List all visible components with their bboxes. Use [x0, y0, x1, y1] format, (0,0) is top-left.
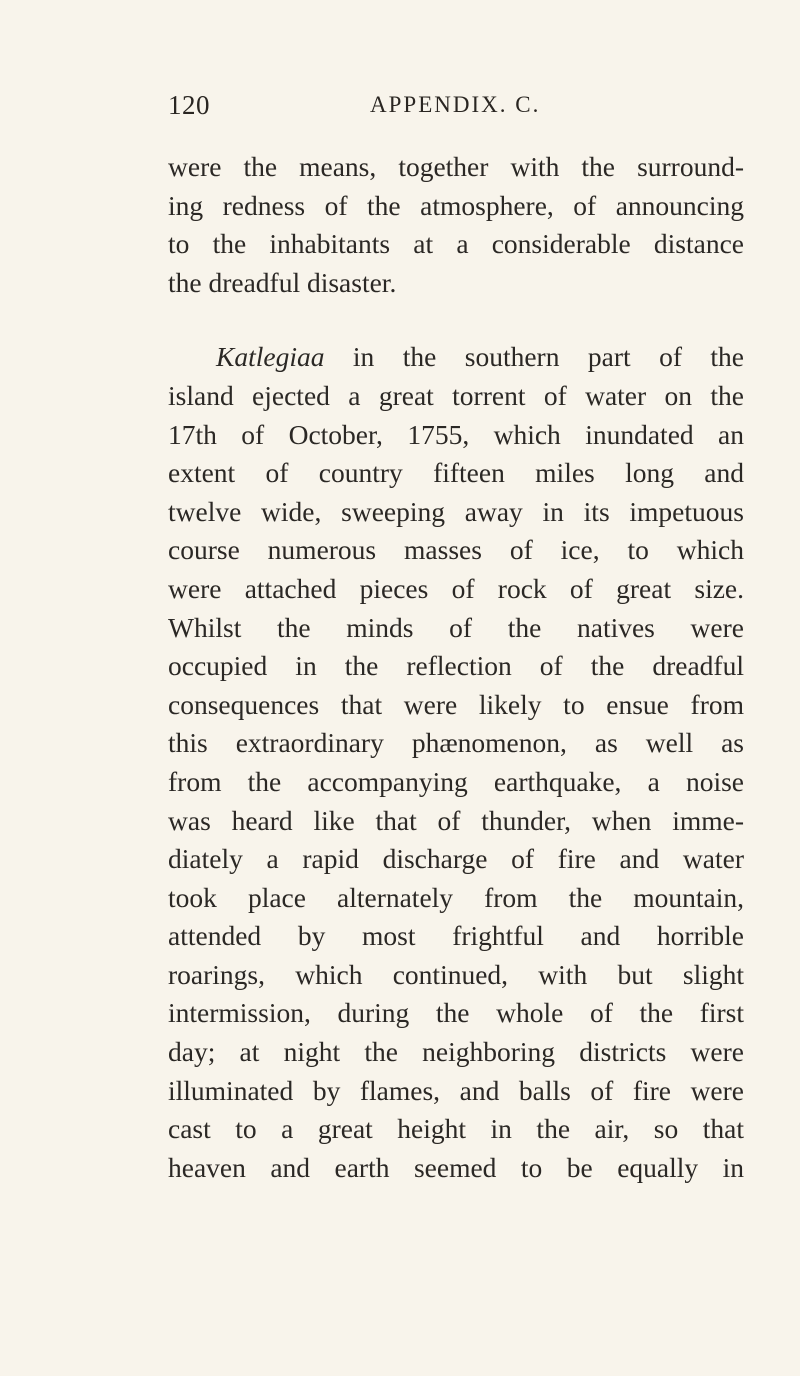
page-body: [168, 148, 744, 1187]
text-line-first: [168, 338, 744, 377]
text-line: intermission, during the whole of the first: [168, 997, 744, 1029]
text-line: the dreadful disaster.: [168, 266, 397, 298]
paragraph-1: [168, 148, 744, 302]
text-line: were attached pieces of rock of great size.: [168, 572, 744, 604]
text-line: ing redness of the atmosphere, of announcing: [168, 189, 744, 221]
page-number: 120: [168, 90, 210, 120]
text-line: Whilst the minds of the natives were: [168, 611, 744, 643]
text-line: day; at night the neighboring districts were: [168, 1036, 744, 1068]
text-line: to the inhabitants at a considerable distance: [168, 228, 744, 260]
text-line: from the accompanying earthquake, a noise: [168, 765, 744, 797]
paragraph-2: [168, 338, 744, 1187]
text-line: attended by most frightful and horrible: [168, 920, 744, 952]
text-line: took place alternately from the mountain,: [168, 881, 744, 913]
text-line: occupied in the reflection of the dreadful: [168, 650, 744, 682]
text-line: heaven and earth seemed to be equally in: [168, 1151, 744, 1183]
text-line: island ejected a great torrent of water on the: [168, 379, 744, 411]
paragraph-gap: [168, 302, 744, 338]
running-head: APPENDIX. C.: [370, 92, 541, 117]
text-line: 17th of October, 1755, which inundated an: [168, 418, 744, 450]
text-line-rest: in the southern part of the: [324, 341, 744, 373]
text-line: illuminated by flames, and balls of fire were: [168, 1074, 744, 1106]
text-line: this extraordinary phænomenon, as well as: [168, 727, 744, 759]
text-line: were the means, together with the surround-: [168, 151, 744, 182]
text-line: twelve wide, sweeping away in its impetuous: [168, 495, 744, 527]
text-line: roarings, which continued, with but slight: [168, 958, 744, 990]
text-line: consequences that were likely to ensue from: [168, 688, 744, 720]
text-line: cast to a great height in the air, so that: [168, 1113, 744, 1145]
page-header: [168, 90, 744, 130]
text-line: diately a rapid discharge of fire and water: [168, 843, 744, 875]
text-line: course numerous masses of ice, to which: [168, 534, 744, 566]
place-name: Katlegiaa: [216, 341, 325, 373]
text-line: extent of country fifteen miles long and: [168, 457, 744, 489]
text-line: was heard like that of thunder, when imme-: [168, 804, 744, 836]
